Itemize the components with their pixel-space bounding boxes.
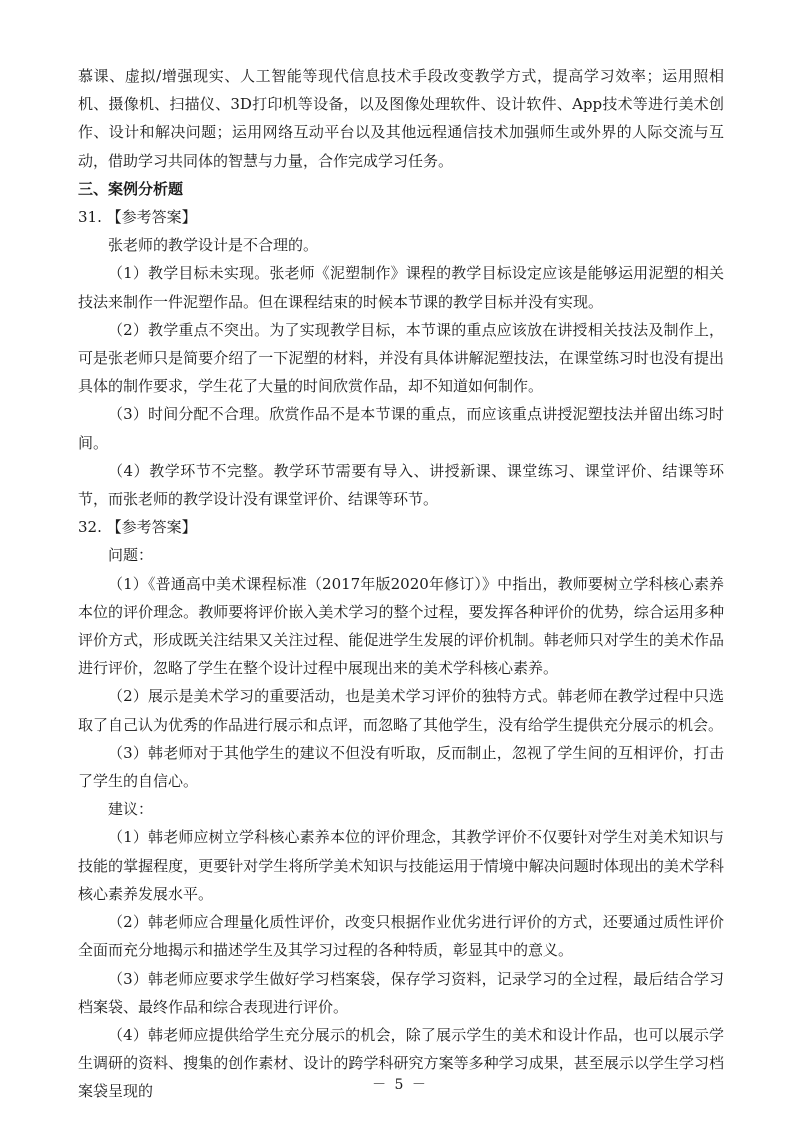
page-number: － 5 － [372, 1077, 428, 1093]
answer-31-point-4: （4）教学环节不完整。教学环节需要有导入、讲授新课、课堂练习、课堂评价、结课等环节，而张老师的教学设计没有课堂评价、结课等环节。 [78, 461, 724, 509]
problems-heading: 问题： [108, 546, 154, 565]
suggestion-point-1: （1）韩老师应树立学科核心素养本位的评价理念，其教学评价不仅要针对学生对美术知识与技能的掌握程度，更要针对学生将所学美术知识与技能运用于情境中解决问题时体现出的美术学科核心素养发展水平。 [78, 828, 724, 903]
suggestion-point-3: （3）韩老师应要求学生做好学习档案袋，保存学习资料，记录学习的全过程，最后结合学习档案袋、最终作品和综合表现进行评价。 [78, 969, 724, 1016]
answer-31-point-2: （2）教学重点不突出。为了实现教学目标，本节课的重点应该放在讲授相关技法及制作上，可是张老师只是简要介绍了一下泥塑的材料，并没有具体讲解泥塑技法，在课堂练习时也没有提出具体的制作要求，学生花了大量的时间欣赏作品，却不知道如何制作。 [78, 320, 724, 396]
question-32-label: 32. 【参考答案】 [78, 518, 197, 537]
suggestion-point-4: （4）韩老师应提供给学生充分展示的机会，除了展示学生的美术和设计作品，也可以展示学生调研的资料、搜集的创作素材、设计的跨学科研究方案等多种学习成果，甚至展示以学生学习档案袋呈现的 [78, 1025, 724, 1101]
answer-31-point-3: （3）时间分配不合理。欣赏作品不是本节课的重点，而应该重点讲授泥塑技法并留出练习时间。 [78, 405, 724, 452]
question-31-label: 31. 【参考答案】 [78, 208, 197, 227]
suggestion-point-2: （2）韩老师应合理量化质性评价，改变只根据作业优劣进行评价的方式，还要通过质性评价全面而充分地揭示和描述学生及其学习过程的各种特质，彰显其中的意义。 [78, 913, 724, 960]
page-content [78, 62, 724, 1106]
suggestions-heading: 建议： [108, 800, 154, 819]
section-heading: 三、案例分析题 [78, 179, 184, 198]
answer-31-point-1: （1）教学目标未实现。张老师《泥塑制作》课程的教学目标设定应该是能够运用泥塑的相关技法来制作一件泥塑作品。但在课程结束的时候本节课的教学目标并没有实现。 [78, 264, 724, 311]
problem-point-2: （2）展示是美术学习的重要活动，也是美术学习评价的独特方式。韩老师在教学过程中只选取了自己认为优秀的作品进行展示和点评，而忽略了其他学生，没有给学生提供充分展示的机会。 [78, 687, 724, 734]
answer-31-intro: 张老师的教学设计是不合理的。 [108, 236, 319, 255]
problem-point-1: （1）《普通高中美术课程标准（2017年版2020年修订）》中指出，教师要树立学科核心素养本位的评价理念。教师要将评价嵌入美术学习的整个过程，要发挥各种评价的优势，综合运用多种评价方式，形成既关注结果又关注过程、能促进学生发展的评价机制。韩老师只对学生的美术作品进行评价，忽略了学生在整个设计过程中展现出来的美术学科核心素养。 [78, 574, 724, 678]
paragraph-continuation: 慕课、虚拟/增强现实、人工智能等现代信息技术手段改变教学方式，提高学习效率；运用照相机、摄像机、扫描仪、3D打印机等设备，以及图像处理软件、设计软件、App技术等进行美术创作、设计和解决问题；运用网络互动平台以及其他远程通信技术加强师生或外界的人际交流与互动，借助学习共同体的智慧与力量，合作完成学习任务。 [78, 67, 724, 170]
problem-point-3: （3）韩老师对于其他学生的建议不但没有听取，反而制止，忽视了学生间的互相评价，打击了学生的自信心。 [78, 743, 724, 791]
